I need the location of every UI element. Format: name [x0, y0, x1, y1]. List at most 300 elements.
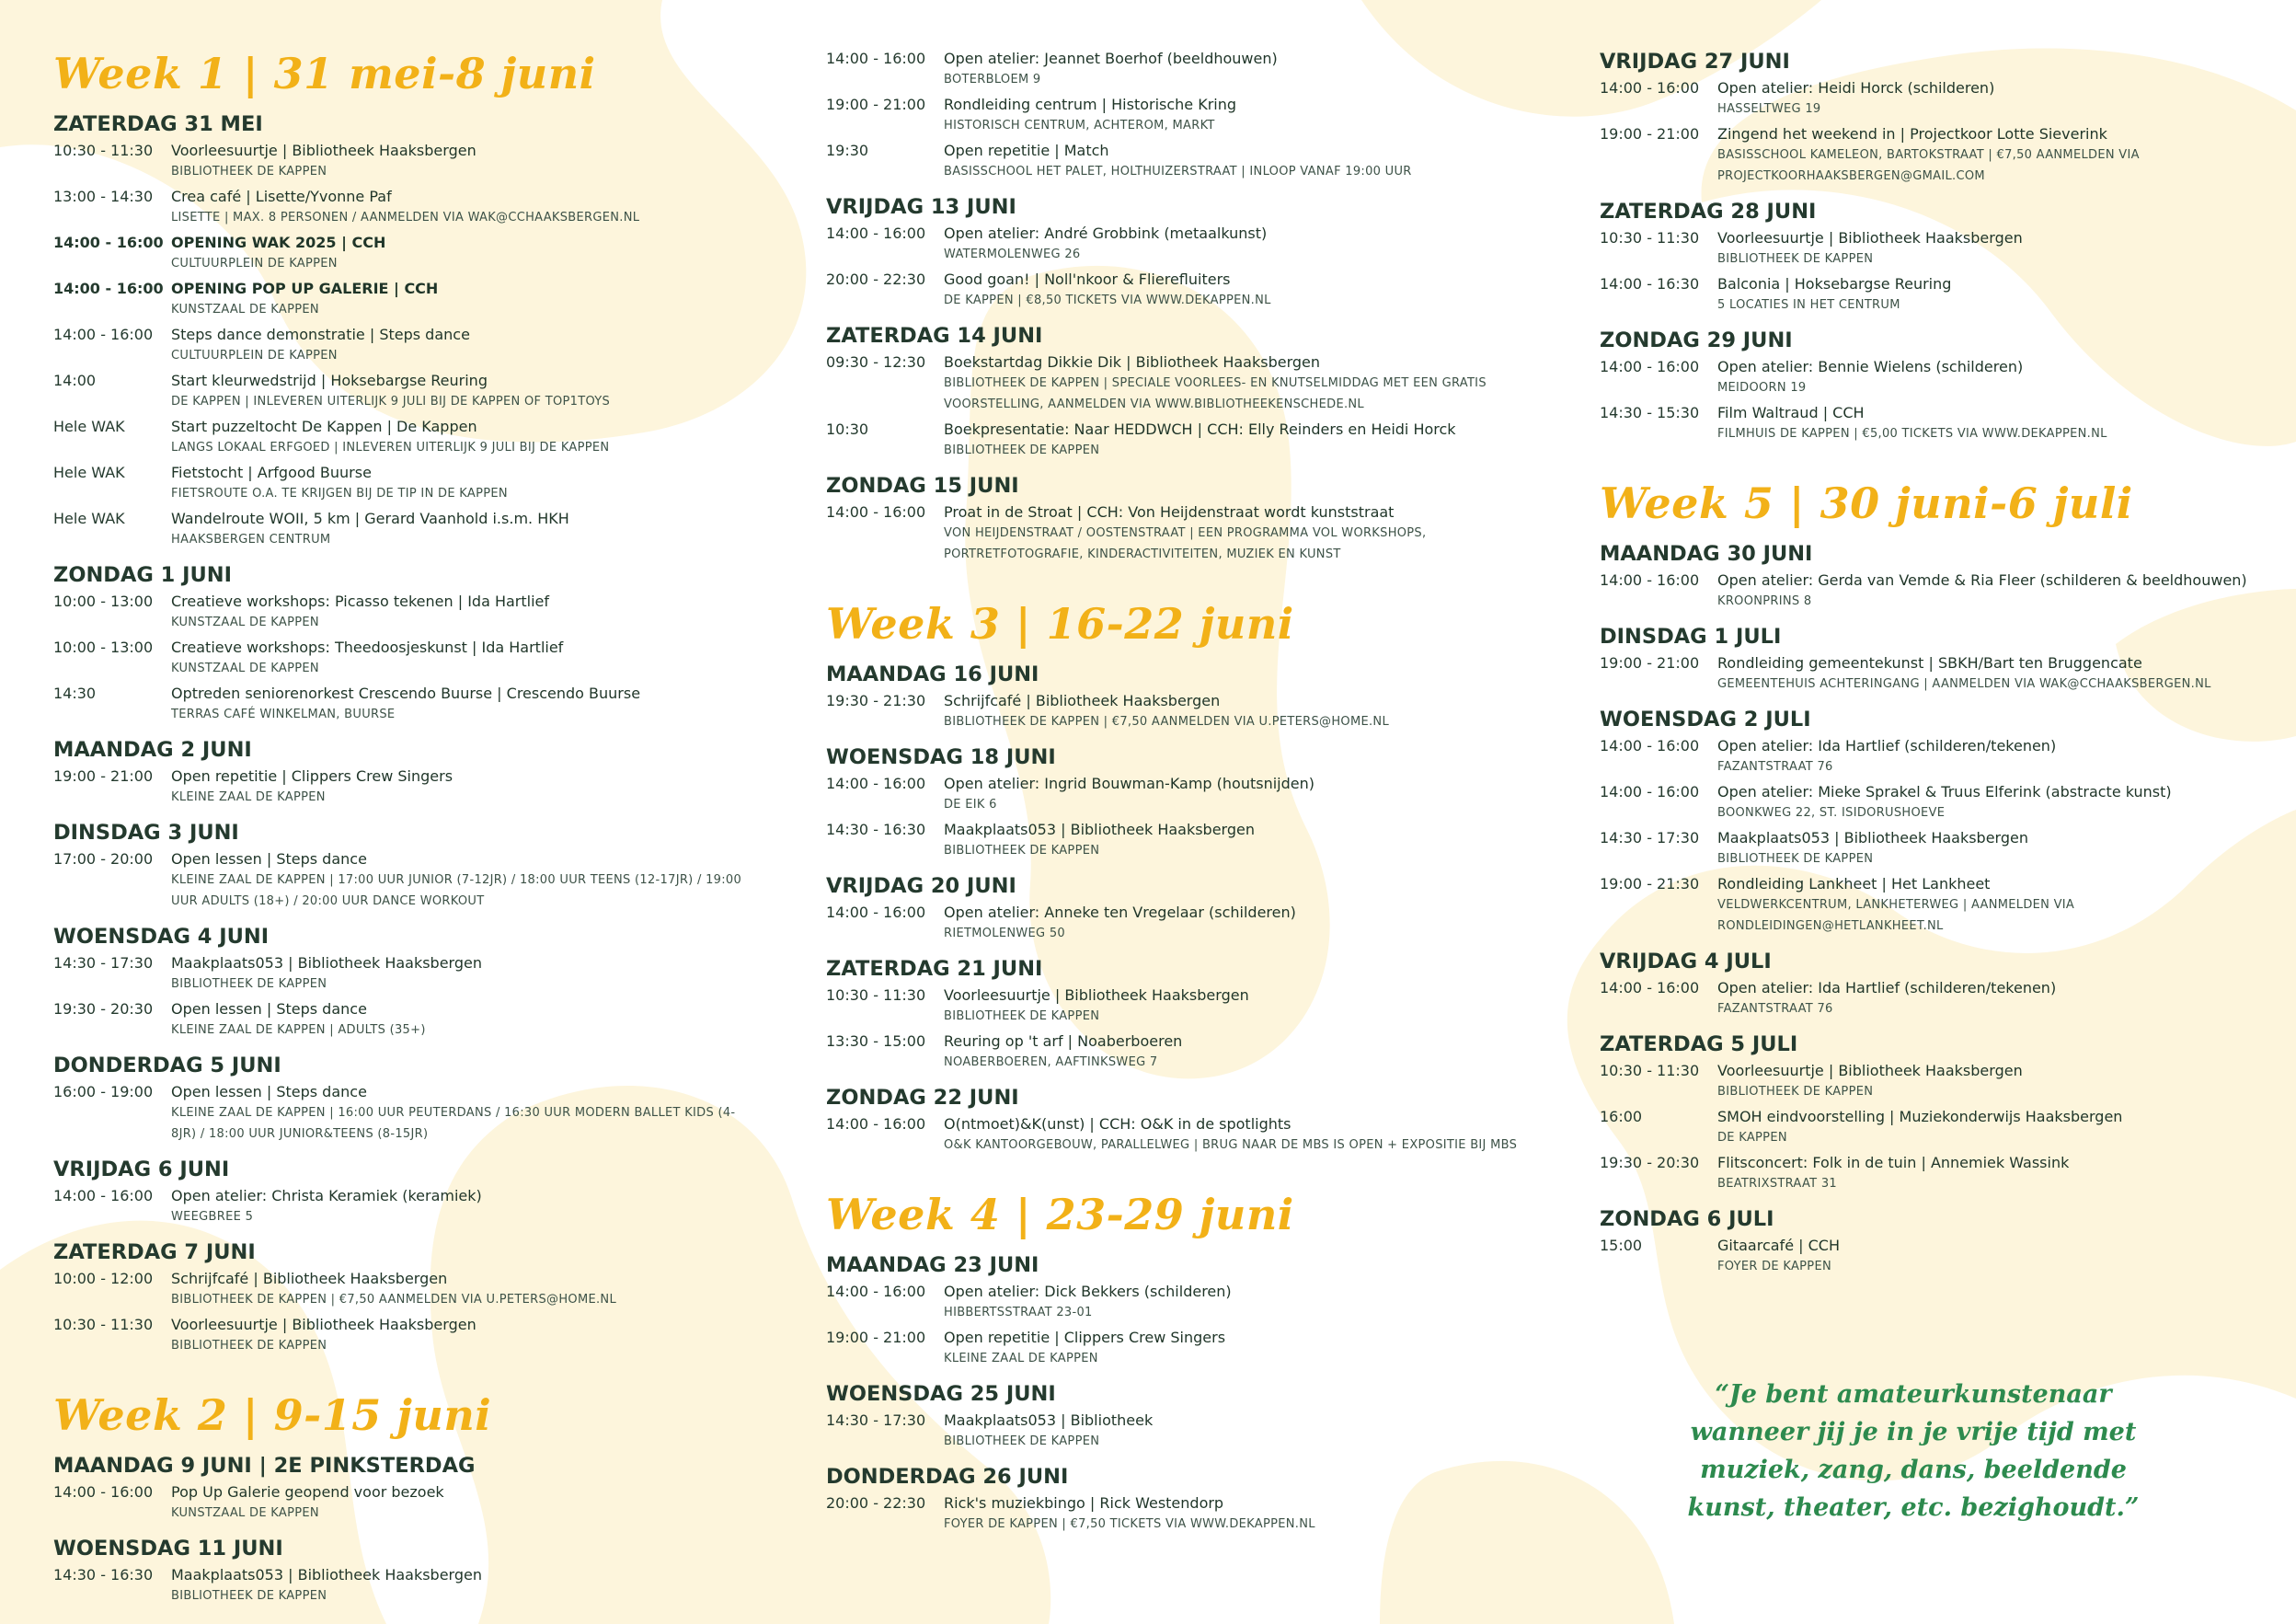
event-title: Zingend het weekend in | Projectkoor Lotte Sieverink — [1717, 125, 2107, 143]
event-location: KLEINE ZAAL DE KAPPEN — [171, 790, 326, 804]
event-time: 14:00 - 16:00 — [826, 1283, 926, 1300]
event-details — [944, 902, 1562, 944]
event-row — [53, 998, 752, 1041]
event-row — [1600, 977, 2280, 1019]
event-time: 14:30 - 16:30 — [53, 1566, 154, 1584]
day-title: ZATERDAG 14 JUNI — [826, 324, 1043, 348]
day-section — [1600, 623, 2280, 695]
event-location: BASISSCHOOL HET PALET, HOLTHUIZERSTRAAT | INLOOP VANAF 19:00 UUR — [944, 165, 1412, 179]
event-details — [1717, 1060, 2280, 1102]
event-title: Open repetitie | Clippers Crew Singers — [944, 1329, 1226, 1346]
event-location: WATERMOLENWEG 26 — [944, 248, 1081, 261]
event-title: Open atelier: Dick Bekkers (schilderen) — [944, 1283, 1232, 1300]
event-details — [171, 1185, 752, 1227]
event-time: Hele WAK — [53, 418, 125, 435]
event-location: BIBLIOTHEEK DE KAPPEN | SPECIALE VOORLEES- EN KNUTSELMIDDAG MET EEN GRATIS VOORSTELLING, AANMELDEN VIA WWW.BIBLIOTHEEKENSCHEDE.NL — [944, 376, 1487, 411]
week-title: Week 2 | 9-15 juni — [53, 1390, 492, 1440]
day-section — [53, 1156, 752, 1227]
event-time: 19:30 — [826, 142, 869, 159]
event-details — [944, 1327, 1562, 1369]
day-section — [1600, 327, 2280, 444]
event-time: 10:00 - 12:00 — [53, 1270, 154, 1287]
event-row — [826, 94, 1562, 136]
event-details — [1717, 356, 2280, 398]
week-title: Week 1 | 31 mei-8 juni — [53, 49, 596, 98]
event-location: BIBLIOTHEEK DE KAPPEN | €7,50 AANMELDEN VIA U.PETERS@HOME.NL — [171, 1293, 616, 1307]
event-title: OPENING POP UP GALERIE | CCH — [171, 280, 439, 297]
day-section — [1600, 540, 2280, 612]
event-details — [171, 848, 752, 912]
event-location: BIBLIOTHEEK DE KAPPEN — [944, 844, 1100, 858]
event-details — [171, 462, 752, 504]
event-title: Schrijfcafé | Bibliotheek Haaksbergen — [944, 692, 1221, 709]
event-row — [53, 278, 752, 320]
event-title: Fietstocht | Arfgood Buurse — [171, 464, 372, 481]
event-time: 14:00 - 16:00 — [53, 326, 154, 343]
event-title: Maakplaats053 | Bibliotheek Haaksbergen — [171, 1566, 482, 1584]
day-title: ZATERDAG 7 JUNI — [53, 1240, 256, 1264]
event-row — [826, 269, 1562, 311]
event-time: 19:00 - 21:00 — [826, 96, 926, 113]
event-row — [1600, 1152, 2280, 1194]
day-title: ZATERDAG 21 JUNI — [826, 957, 1043, 981]
event-row — [53, 591, 752, 633]
event-title: Schrijfcafé | Bibliotheek Haaksbergen — [171, 1270, 448, 1287]
event-row — [53, 1081, 752, 1145]
event-row — [826, 985, 1562, 1027]
event-title: Voorleesuurtje | Bibliotheek Haaksbergen — [171, 142, 476, 159]
event-details — [1717, 402, 2280, 444]
event-details — [171, 278, 752, 320]
day-title: WOENSDAG 18 JUNI — [826, 745, 1056, 769]
day-section — [826, 743, 1562, 861]
event-time: 14:00 - 16:00 — [1600, 783, 1700, 800]
event-title: Creatieve workshops: Theedoosjeskunst | Ida Hartlief — [171, 639, 564, 656]
day-title: WOENSDAG 4 JUNI — [53, 925, 270, 949]
week-block — [53, 48, 752, 1356]
event-title: OPENING WAK 2025 | CCH — [171, 234, 386, 251]
event-details — [944, 94, 1562, 136]
event-row — [53, 1185, 752, 1227]
event-row — [1600, 735, 2280, 777]
event-time: 10:30 - 11:30 — [1600, 1062, 1700, 1079]
event-details — [171, 1268, 752, 1310]
event-details — [944, 1031, 1562, 1073]
event-location: BIBLIOTHEEK DE KAPPEN — [171, 165, 327, 179]
event-title: Creatieve workshops: Picasso tekenen | Ida Hartlief — [171, 593, 550, 610]
event-details — [171, 232, 752, 274]
event-location: MEIDOORN 19 — [1717, 381, 1807, 395]
event-title: Crea café | Lisette/Yvonne Paf — [171, 188, 392, 205]
event-row — [826, 501, 1562, 565]
event-details — [1717, 1235, 2280, 1277]
week-block — [826, 48, 1562, 565]
event-time: 16:00 — [1600, 1108, 1643, 1125]
event-time: 14:30 - 15:30 — [1600, 404, 1700, 421]
event-location: BIBLIOTHEEK DE KAPPEN | €7,50 AANMELDEN VIA U.PETERS@HOME.NL — [944, 715, 1389, 729]
week-title: Week 5 | 30 juni-6 juli — [1600, 478, 2133, 528]
week-title: Week 4 | 23-29 juni — [826, 1190, 1294, 1239]
event-title: Open atelier: Anneke ten Vregelaar (schilderen) — [944, 904, 1296, 921]
event-time: 10:30 - 11:30 — [826, 986, 926, 1004]
day-title: DINSDAG 1 JULI — [1600, 625, 1782, 649]
day-title: MAANDAG 30 JUNI — [1600, 542, 1813, 566]
day-section — [1600, 198, 2280, 316]
event-row — [1600, 827, 2280, 870]
event-row — [826, 140, 1562, 182]
event-location: BOTERBLOEM 9 — [944, 73, 1041, 86]
event-title: Maakplaats053 | Bibliotheek Haaksbergen — [1717, 829, 2028, 847]
event-time: 19:00 - 21:30 — [1600, 875, 1700, 893]
event-title: Rondleiding centrum | Historische Kring — [944, 96, 1237, 113]
event-location: KLEINE ZAAL DE KAPPEN — [944, 1352, 1098, 1365]
event-row — [826, 48, 1562, 90]
event-location: HAAKSBERGEN CENTRUM — [171, 533, 331, 547]
event-location: O&K KANTOORGEBOUW, PARALLELWEG | BRUG NAAR DE MBS IS OPEN + EXPOSITIE BIJ MBS — [944, 1138, 1518, 1152]
event-time: 14:00 - 16:00 — [826, 1115, 926, 1133]
event-title: Start puzzeltocht De Kappen | De Kappen — [171, 418, 477, 435]
event-details — [944, 819, 1562, 861]
day-title: DINSDAG 3 JUNI — [53, 821, 239, 845]
event-location: LANGS LOKAAL ERFGOED | INLEVEREN UITERLIJK 9 JULI BIJ DE KAPPEN — [171, 441, 610, 455]
event-title: Open atelier: Mieke Sprakel & Truus Elferink (abstracte kunst) — [1717, 783, 2172, 800]
event-row — [1600, 873, 2280, 937]
event-time: 14:00 - 16:30 — [1600, 275, 1700, 293]
event-time: 14:00 - 16:00 — [826, 50, 926, 67]
day-section — [826, 48, 1562, 182]
event-title: Balconia | Hoksebargse Reuring — [1717, 275, 1952, 293]
event-row — [53, 1564, 752, 1607]
event-title: SMOH eindvoorstelling | Muziekonderwijs Haaksbergen — [1717, 1108, 2123, 1125]
day-title: DONDERDAG 26 JUNI — [826, 1465, 1069, 1489]
event-details — [171, 1481, 752, 1524]
event-row — [53, 416, 752, 458]
event-row — [53, 766, 752, 808]
event-location: BIBLIOTHEEK DE KAPPEN — [1717, 252, 1874, 266]
event-row — [53, 637, 752, 679]
event-location: CULTUURPLEIN DE KAPPEN — [171, 349, 338, 363]
event-location: TERRAS CAFÉ WINKELMAN, BUURSE — [171, 708, 396, 721]
event-location: BIBLIOTHEEK DE KAPPEN — [944, 1434, 1100, 1448]
event-row — [1600, 402, 2280, 444]
event-row — [826, 1113, 1562, 1156]
event-details — [1717, 570, 2280, 612]
event-location: FAZANTSTRAAT 76 — [1717, 760, 1833, 774]
event-location: FIETSROUTE O.A. TE KRIJGEN BIJ DE TIP IN DE KAPPEN — [171, 487, 508, 501]
event-location: RIETMOLENWEG 50 — [944, 927, 1065, 940]
event-title: Gitaarcafé | CCH — [1717, 1237, 1840, 1254]
column-2 — [826, 48, 1562, 1546]
day-title: ZONDAG 22 JUNI — [826, 1086, 1019, 1110]
event-time: 14:00 - 16:00 — [1600, 358, 1700, 375]
event-location: BIBLIOTHEEK DE KAPPEN — [1717, 1085, 1874, 1099]
event-title: Open atelier: André Grobbink (metaalkunst) — [944, 225, 1268, 242]
week-title: Week 3 | 16-22 juni — [826, 599, 1294, 649]
day-section — [53, 1238, 752, 1356]
event-title: Open atelier: Bennie Wielens (schilderen) — [1717, 358, 2024, 375]
day-section — [1600, 948, 2280, 1019]
day-section — [53, 1052, 752, 1145]
day-title: VRIJDAG 27 JUNI — [1600, 50, 1790, 74]
event-title: Rondleiding Lankheet | Het Lankheet — [1717, 875, 1991, 893]
event-time: 10:00 - 13:00 — [53, 593, 154, 610]
event-title: Flitsconcert: Folk in de tuin | Annemiek Wassink — [1717, 1154, 2070, 1171]
column-3 — [1600, 48, 2280, 1288]
event-time: 10:30 - 11:30 — [53, 142, 154, 159]
event-time: 14:30 - 17:30 — [826, 1411, 926, 1429]
event-title: Open repetitie | Match — [944, 142, 1109, 159]
event-row — [826, 1281, 1562, 1323]
event-details — [944, 269, 1562, 311]
day-section — [53, 819, 752, 912]
event-time: 13:00 - 14:30 — [53, 188, 154, 205]
day-section — [1600, 706, 2280, 937]
event-details — [1717, 735, 2280, 777]
event-location: FOYER DE KAPPEN | €7,50 TICKETS VIA WWW.DEKAPPEN.NL — [944, 1517, 1315, 1531]
event-row — [1600, 273, 2280, 316]
event-details — [1717, 873, 2280, 937]
day-title: VRIJDAG 13 JUNI — [826, 195, 1016, 219]
event-row — [1600, 1106, 2280, 1148]
event-row — [826, 1031, 1562, 1073]
week-block — [826, 598, 1562, 1156]
event-details — [944, 690, 1562, 732]
day-title: ZONDAG 1 JUNI — [53, 563, 232, 587]
event-row — [826, 773, 1562, 815]
event-title: Boekstartdag Dikkie Dik | Bibliotheek Haaksbergen — [944, 353, 1320, 371]
event-details — [944, 419, 1562, 461]
event-details — [944, 351, 1562, 415]
event-time: 10:30 — [826, 420, 869, 438]
event-row — [826, 819, 1562, 861]
day-title: ZONDAG 29 JUNI — [1600, 328, 1793, 352]
event-time: 10:00 - 13:00 — [53, 639, 154, 656]
event-title: Open atelier: Christa Keramiek (keramiek) — [171, 1187, 482, 1204]
event-details — [944, 501, 1562, 565]
event-time: Hele WAK — [53, 510, 125, 527]
day-section — [53, 1452, 752, 1524]
event-location: KUNSTZAAL DE KAPPEN — [171, 303, 319, 317]
event-details — [944, 223, 1562, 265]
day-title: MAANDAG 23 JUNI — [826, 1253, 1039, 1277]
event-title: Voorleesuurtje | Bibliotheek Haaksbergen — [1717, 1062, 2023, 1079]
event-time: 14:00 - 16:00 — [1600, 79, 1700, 97]
event-time: 19:00 - 21:00 — [53, 767, 154, 785]
event-details — [1717, 1106, 2280, 1148]
event-time: 10:30 - 11:30 — [53, 1316, 154, 1333]
day-title: WOENSDAG 25 JUNI — [826, 1382, 1056, 1406]
event-title: Open lessen | Steps dance — [171, 850, 367, 868]
day-title: ZATERDAG 31 MEI — [53, 112, 263, 136]
event-details — [1717, 227, 2280, 270]
day-title: WOENSDAG 11 JUNI — [53, 1537, 283, 1561]
event-location: GEMEENTEHUIS ACHTERINGANG | AANMELDEN VIA WAK@CCHAAKSBERGEN.NL — [1717, 677, 2211, 691]
event-row — [53, 1481, 752, 1524]
event-details — [171, 508, 752, 550]
event-title: Open atelier: Heidi Horck (schilderen) — [1717, 79, 1995, 97]
event-location: BOONKWEG 22, ST. ISIDORUSHOEVE — [1717, 806, 1946, 820]
event-row — [826, 223, 1562, 265]
event-row — [53, 232, 752, 274]
event-details — [171, 140, 752, 182]
event-location: WEEGBREE 5 — [171, 1210, 254, 1224]
event-time: Hele WAK — [53, 464, 125, 481]
day-title: VRIJDAG 6 JUNI — [53, 1158, 230, 1181]
event-time: 19:00 - 21:00 — [1600, 125, 1700, 143]
event-details — [171, 683, 752, 725]
event-time: 14:30 — [53, 685, 97, 702]
event-location: KUNSTZAAL DE KAPPEN — [171, 616, 319, 629]
day-title: MAANDAG 9 JUNI | 2E PINKSTERDAG — [53, 1454, 476, 1478]
event-time: 10:30 - 11:30 — [1600, 229, 1700, 247]
event-title: Rondleiding gemeentekunst | SBKH/Bart ten Bruggencate — [1717, 654, 2142, 672]
day-section — [826, 193, 1562, 311]
event-row — [826, 690, 1562, 732]
event-details — [171, 766, 752, 808]
event-location: DE KAPPEN — [1717, 1131, 1787, 1145]
event-time: 14:30 - 16:30 — [826, 821, 926, 838]
event-row — [53, 140, 752, 182]
event-details — [1717, 652, 2280, 695]
event-time: 20:00 - 22:30 — [826, 1494, 926, 1512]
event-time: 14:00 - 16:00 — [826, 904, 926, 921]
event-row — [53, 683, 752, 725]
event-location: CULTUURPLEIN DE KAPPEN — [171, 257, 338, 271]
day-title: DONDERDAG 5 JUNI — [53, 1054, 281, 1077]
day-section — [53, 561, 752, 725]
event-details — [944, 985, 1562, 1027]
day-section — [826, 1380, 1562, 1452]
day-section — [826, 955, 1562, 1073]
day-title: ZONDAG 15 JUNI — [826, 474, 1019, 498]
event-title: Reuring op 't arf | Noaberboeren — [944, 1032, 1183, 1050]
event-details — [944, 1410, 1562, 1452]
event-time: 17:00 - 20:00 — [53, 850, 154, 868]
event-title: Pop Up Galerie geopend voor bezoek — [171, 1483, 444, 1501]
event-location: KLEINE ZAAL DE KAPPEN | ADULTS (35+) — [171, 1023, 426, 1037]
event-details — [1717, 827, 2280, 870]
event-location: BIBLIOTHEEK DE KAPPEN — [171, 1589, 327, 1603]
event-title: Open atelier: Ida Hartlief (schilderen/tekenen) — [1717, 979, 2057, 996]
event-row — [53, 508, 752, 550]
event-row — [826, 1410, 1562, 1452]
event-row — [1600, 77, 2280, 120]
day-title: MAANDAG 2 JUNI — [53, 738, 252, 762]
event-time: 14:00 — [53, 372, 97, 389]
event-row — [53, 186, 752, 228]
event-details — [944, 1281, 1562, 1323]
event-details — [171, 1081, 752, 1145]
event-time: 14:00 - 16:00 — [826, 775, 926, 792]
day-section — [826, 1251, 1562, 1369]
event-location: VELDWERKCENTRUM, LANKHETERWEG | AANMELDEN VIA RONDLEIDINGEN@HETLANKHEET.NL — [1717, 898, 2075, 933]
column-1 — [53, 48, 752, 1618]
event-details — [171, 952, 752, 995]
event-row — [1600, 652, 2280, 695]
day-section — [826, 1084, 1562, 1156]
event-time: 14:30 - 17:30 — [53, 954, 154, 972]
event-row — [826, 1327, 1562, 1369]
event-row — [1600, 1235, 2280, 1277]
event-row — [1600, 356, 2280, 398]
event-location: DE EIK 6 — [944, 798, 997, 812]
event-time: 14:00 - 16:00 — [53, 234, 164, 251]
event-row — [1600, 123, 2280, 187]
event-title: Optreden seniorenorkest Crescendo Buurse | Crescendo Buurse — [171, 685, 641, 702]
event-location: KUNSTZAAL DE KAPPEN — [171, 662, 319, 675]
event-details — [1717, 977, 2280, 1019]
event-row — [53, 370, 752, 412]
event-location: HIBBERTSSTRAAT 23-01 — [944, 1306, 1093, 1319]
event-row — [1600, 570, 2280, 612]
event-details — [944, 1113, 1562, 1156]
event-details — [1717, 77, 2280, 120]
event-time: 16:00 - 19:00 — [53, 1083, 154, 1100]
event-details — [171, 1314, 752, 1356]
event-title: Open atelier: Ingrid Bouwman-Kamp (houtsnijden) — [944, 775, 1315, 792]
event-title: Proat in de Stroat | CCH: Von Heijdenstraat wordt kunststraat — [944, 503, 1395, 521]
event-details — [944, 1492, 1562, 1535]
event-row — [53, 952, 752, 995]
day-title: ZATERDAG 28 JUNI — [1600, 200, 1817, 224]
event-details — [171, 637, 752, 679]
event-location: KLEINE ZAAL DE KAPPEN | 17:00 UUR JUNIOR (7-12JR) / 18:00 UUR TEENS (12-17JR) / 19:00 UUR ADULTS (18+) / 20:00 UUR DANCE WORKOUT — [171, 873, 742, 908]
event-location: KLEINE ZAAL DE KAPPEN | 16:00 UUR PEUTERDANS / 16:30 UUR MODERN BALLET KIDS (4-8JR) / 18:00 UUR JUNIOR&TEENS (8-15JR) — [171, 1106, 736, 1141]
event-row — [53, 324, 752, 366]
event-location: BEATRIXSTRAAT 31 — [1717, 1177, 1837, 1191]
event-location: FOYER DE KAPPEN — [1717, 1260, 1831, 1273]
event-time: 14:00 - 16:00 — [1600, 571, 1700, 589]
event-time: 09:30 - 12:30 — [826, 353, 926, 371]
event-title: Maakplaats053 | Bibliotheek Haaksbergen — [171, 954, 482, 972]
event-row — [826, 351, 1562, 415]
event-title: Maakplaats053 | Bibliotheek Haaksbergen — [944, 821, 1255, 838]
event-details — [171, 998, 752, 1041]
event-title: Voorleesuurtje | Bibliotheek Haaksbergen — [1717, 229, 2023, 247]
event-time: 14:00 - 16:00 — [826, 503, 926, 521]
event-details — [171, 416, 752, 458]
event-details — [944, 140, 1562, 182]
event-location: BIBLIOTHEEK DE KAPPEN — [171, 977, 327, 991]
day-section — [1600, 1205, 2280, 1277]
event-details — [1717, 781, 2280, 824]
event-location: BIBLIOTHEEK DE KAPPEN — [944, 1009, 1100, 1023]
event-row — [53, 848, 752, 912]
event-location: FILMHUIS DE KAPPEN | €5,00 TICKETS VIA WWW.DEKAPPEN.NL — [1717, 427, 2107, 441]
event-time: 14:00 - 16:00 — [53, 1483, 154, 1501]
event-location: DE KAPPEN | INLEVEREN UITERLIJK 9 JULI BIJ DE KAPPEN OF TOP1TOYS — [171, 395, 611, 409]
event-details — [171, 591, 752, 633]
event-title: Rick's muziekbingo | Rick Westendorp — [944, 1494, 1224, 1512]
week-block — [1600, 48, 2280, 444]
event-time: 13:30 - 15:00 — [826, 1032, 926, 1050]
day-title: ZATERDAG 5 JULI — [1600, 1032, 1798, 1056]
day-title: VRIJDAG 20 JUNI — [826, 874, 1016, 898]
event-details — [171, 186, 752, 228]
event-details — [1717, 273, 2280, 316]
day-section — [826, 872, 1562, 944]
event-location: BIBLIOTHEEK DE KAPPEN — [1717, 852, 1874, 866]
event-details — [944, 48, 1562, 90]
event-time: 14:00 - 16:00 — [53, 1187, 154, 1204]
event-row — [53, 1268, 752, 1310]
event-title: Start kleurwedstrijd | Hoksebargse Reuring — [171, 372, 488, 389]
event-title: Maakplaats053 | Bibliotheek — [944, 1411, 1154, 1429]
event-title: Open atelier: Jeannet Boerhof (beeldhouwen) — [944, 50, 1278, 67]
event-row — [1600, 227, 2280, 270]
day-section — [1600, 48, 2280, 187]
event-time: 15:00 — [1600, 1237, 1643, 1254]
